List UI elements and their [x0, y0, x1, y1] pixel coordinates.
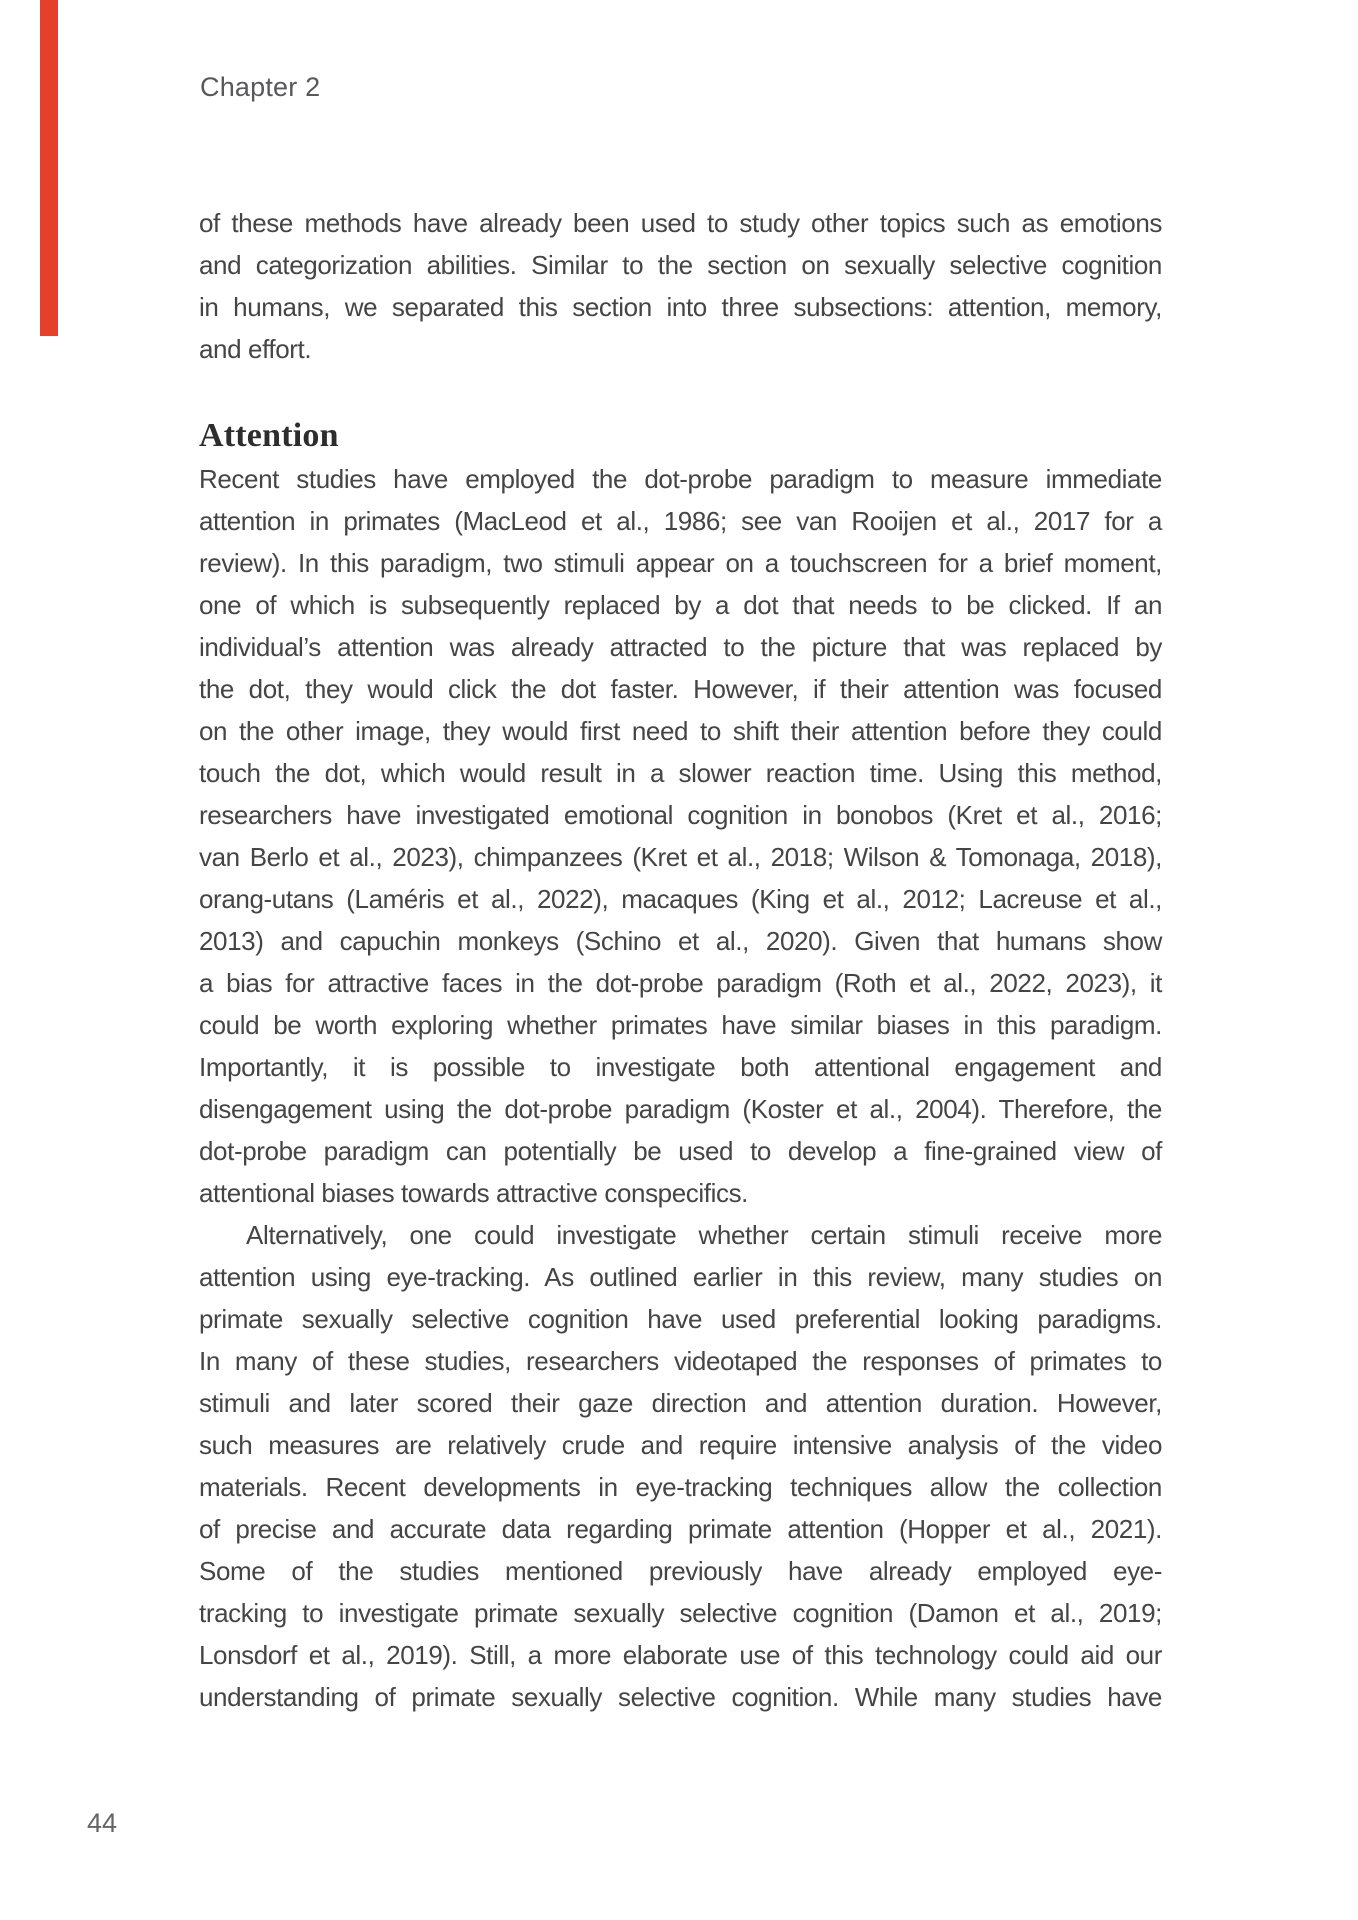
paragraph-line: of precise and accurate data regarding primate attention (Hopper et al., 2021).: [199, 1514, 1162, 1544]
paragraph-line: attention in primates (MacLeod et al., 1986; see van Rooijen et al., 2017 for a: [199, 506, 1162, 536]
paragraph-line: touch the dot, which would result in a slower reaction time. Using this method,: [199, 758, 1162, 788]
paragraph-line: of these methods have already been used to study other topics such as emotions: [199, 208, 1162, 238]
paragraph-line: 2013) and capuchin monkeys (Schino et al., 2020). Given that humans show: [199, 926, 1162, 956]
paragraph-line: the dot, they would click the dot faster. However, if their attention was focused: [199, 674, 1162, 704]
paragraph-line: primate sexually selective cognition have used preferential looking paradigms.: [199, 1304, 1162, 1334]
paragraph-line: understanding of primate sexually selective cognition. While many studies have: [199, 1682, 1162, 1712]
chapter-edge-tab: [40, 0, 58, 336]
paragraph-line: orang-utans (Laméris et al., 2022), macaques (King et al., 2012; Lacreuse et al.,: [199, 884, 1162, 914]
paragraph-line: one of which is subsequently replaced by a dot that needs to be clicked. If an: [199, 590, 1162, 620]
text-column: [199, 202, 1162, 1718]
body-paragraph: [199, 458, 1162, 1214]
paragraph-line: van Berlo et al., 2023), chimpanzees (Kret et al., 2018; Wilson & Tomonaga, 2018),: [199, 842, 1162, 872]
section-heading: Attention: [199, 417, 339, 454]
running-header: Chapter 2: [200, 72, 321, 102]
paragraph-line: in humans, we separated this section into three subsections: attention, memory,: [199, 292, 1162, 322]
paragraph-line: review). In this paradigm, two stimuli appear on a touchscreen for a brief moment,: [199, 548, 1162, 578]
body-paragraph: [199, 202, 1162, 370]
paragraph-line: Alternatively, one could investigate whether certain stimuli receive more: [246, 1220, 1162, 1250]
paragraph-line: disengagement using the dot-probe paradigm (Koster et al., 2004). Therefore, the: [199, 1094, 1162, 1124]
paragraph-line: a bias for attractive faces in the dot-probe paradigm (Roth et al., 2022, 2023), it: [199, 968, 1162, 998]
paragraph-line: tracking to investigate primate sexually selective cognition (Damon et al., 2019;: [199, 1598, 1162, 1628]
paragraph-line: Lonsdorf et al., 2019). Still, a more elaborate use of this technology could aid our: [199, 1640, 1162, 1670]
paragraph-line: and effort.: [199, 334, 312, 364]
paragraph-line: Some of the studies mentioned previously have already employed eye-: [199, 1556, 1162, 1586]
paragraph-line: materials. Recent developments in eye-tracking techniques allow the collection: [199, 1472, 1162, 1502]
paragraph-line: and categorization abilities. Similar to the section on sexually selective cognition: [199, 250, 1162, 280]
paragraph-line: researchers have investigated emotional cognition in bonobos (Kret et al., 2016;: [199, 800, 1162, 830]
paragraph-line: could be worth exploring whether primates have similar biases in this paradigm.: [199, 1010, 1162, 1040]
paragraph-line: attentional biases towards attractive conspecifics.: [199, 1178, 748, 1208]
paragraph-line: In many of these studies, researchers videotaped the responses of primates to: [199, 1346, 1162, 1376]
paragraph-line: Importantly, it is possible to investigate both attentional engagement and: [199, 1052, 1162, 1082]
paragraph-line: such measures are relatively crude and require intensive analysis of the video: [199, 1430, 1162, 1460]
page-number: 44: [87, 1808, 118, 1838]
paragraph-line: dot-probe paradigm can potentially be used to develop a fine-grained view of: [199, 1136, 1162, 1166]
paragraph-line: attention using eye-tracking. As outlined earlier in this review, many studies on: [199, 1262, 1162, 1292]
paragraph-line: stimuli and later scored their gaze direction and attention duration. However,: [199, 1388, 1162, 1418]
paragraph-line: on the other image, they would first need to shift their attention before they could: [199, 716, 1162, 746]
paragraph-line: Recent studies have employed the dot-probe paradigm to measure immediate: [199, 464, 1162, 494]
body-paragraph: [199, 1214, 1162, 1718]
paragraph-line: individual’s attention was already attracted to the picture that was replaced by: [199, 632, 1162, 662]
